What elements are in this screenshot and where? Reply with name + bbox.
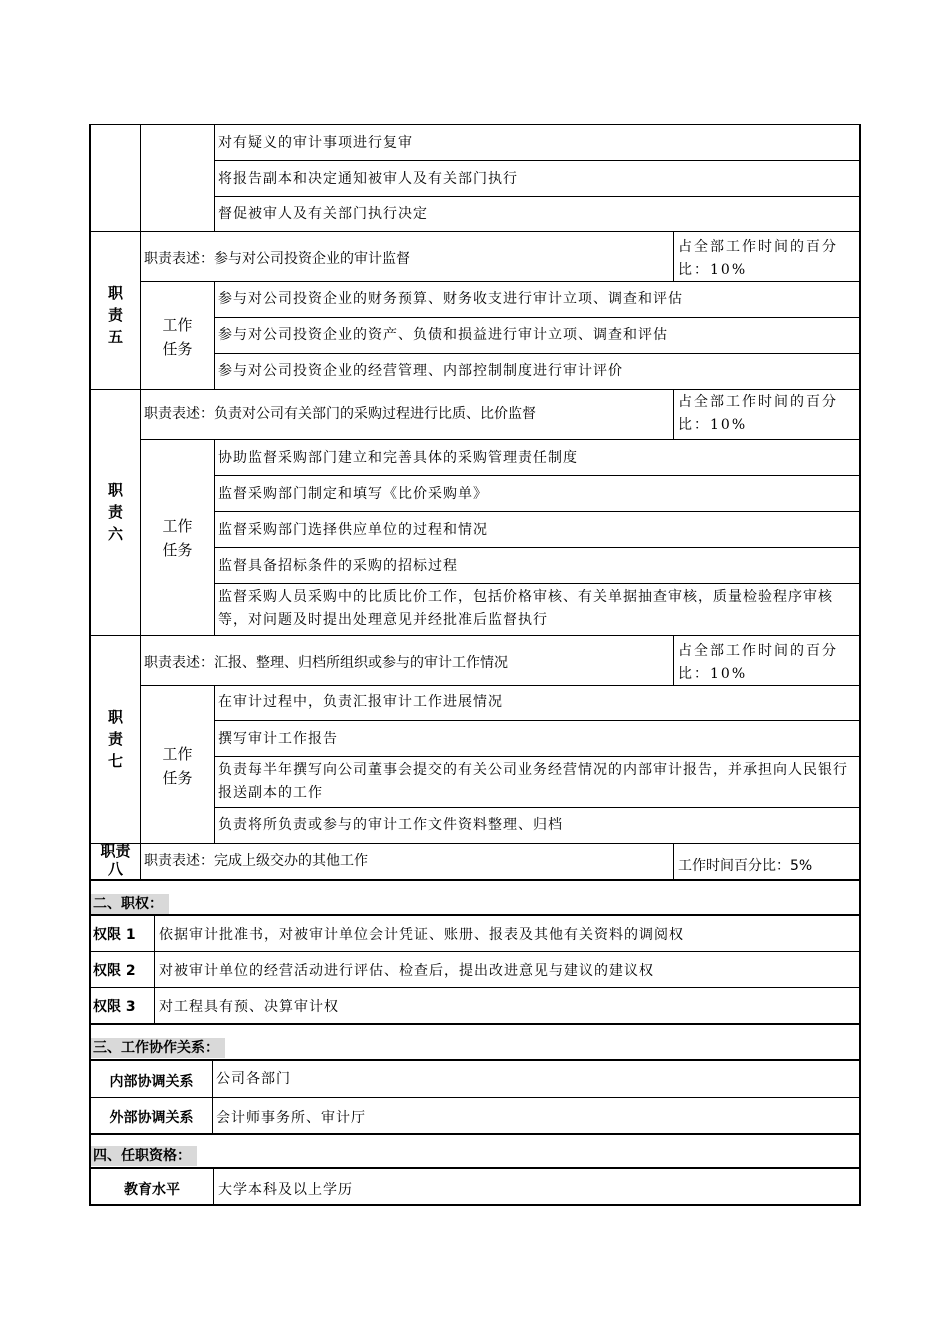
task-group-label: 工作 任务 <box>162 517 193 559</box>
authority-label: 权限 2 <box>93 963 136 979</box>
relation-label: 外部协调关系 <box>109 1110 194 1126</box>
divider <box>89 1167 861 1169</box>
divider <box>89 389 861 390</box>
divider <box>89 1097 861 1098</box>
divider <box>140 389 141 635</box>
duty-description: 职责表述：汇报、整理、归档所组织或参与的审计工作情况 <box>144 655 508 671</box>
duty-time-percent: 占全部工作时间的百分比：10% <box>678 239 838 278</box>
task-text: 督促被审人及有关部门执行决定 <box>218 206 428 222</box>
task-text: 协助监督采购部门建立和完善具体的采购管理责任制度 <box>218 450 578 466</box>
task-text: 监督采购部门制定和填写《比价采购单》 <box>218 486 488 502</box>
authority-text: 对被审计单位的经营活动进行评估、检查后，提出改进意见与建议的建议权 <box>159 963 654 979</box>
divider <box>673 389 674 439</box>
duty-description: 职责表述：完成上级交办的其他工作 <box>144 853 368 869</box>
divider <box>214 317 860 318</box>
divider <box>154 914 155 1024</box>
divider <box>214 439 215 635</box>
authority-text: 依据审计批准书，对被审计单位会计凭证、账册、报表及其他有关资料的调阅权 <box>159 927 684 943</box>
divider <box>214 756 860 757</box>
divider <box>89 951 861 952</box>
qualification-text: 大学本科及以上学历 <box>218 1182 353 1198</box>
duty-description: 职责表述：负责对公司有关部门的采购过程进行比质、比价监督 <box>144 406 536 422</box>
duty-label: 职 责 七 <box>107 708 123 770</box>
relation-label: 内部协调关系 <box>109 1074 194 1090</box>
duty-label: 职责 八 <box>100 842 131 878</box>
divider <box>89 914 861 916</box>
divider <box>214 547 860 548</box>
task-text: 监督采购部门选择供应单位的过程和情况 <box>218 522 488 538</box>
relation-text: 会计师事务所、审计厅 <box>216 1110 366 1126</box>
task-text: 对有疑义的审计事项进行复审 <box>218 135 413 151</box>
task-text: 负责将所负责或参与的审计工作文件资料整理、归档 <box>218 817 563 833</box>
task-group-label: 工作 任务 <box>162 316 193 358</box>
task-text: 撰写审计工作报告 <box>218 731 338 747</box>
divider <box>89 879 861 881</box>
divider <box>89 843 861 844</box>
outer-right-border <box>859 124 861 1205</box>
task-text: 在审计过程中，负责汇报审计工作进展情况 <box>218 694 503 710</box>
divider <box>214 685 215 843</box>
divider <box>89 1133 861 1135</box>
authority-label: 权限 1 <box>93 927 136 943</box>
section-title-authority: 二、职权： <box>91 894 169 914</box>
task-group-label: 工作 任务 <box>162 745 193 787</box>
divider <box>140 635 141 843</box>
divider <box>673 231 674 281</box>
divider <box>140 231 141 389</box>
divider <box>140 843 141 879</box>
divider <box>140 439 860 440</box>
divider <box>214 160 860 161</box>
divider <box>89 231 861 232</box>
divider <box>673 843 674 879</box>
divider <box>214 475 860 476</box>
divider <box>213 1167 214 1205</box>
task-text: 负责每半年撰写向公司董事会提交的有关公司业务经营情况的内部审计报告，并承担向人民银行报送副本的工作 <box>218 762 848 801</box>
authority-text: 对工程具有预、决算审计权 <box>159 999 339 1015</box>
relation-text: 公司各部门 <box>216 1071 291 1087</box>
divider <box>89 635 861 636</box>
duty-label: 职 责 五 <box>107 284 123 346</box>
qualification-label: 教育水平 <box>124 1182 180 1198</box>
divider <box>214 583 860 584</box>
divider <box>673 635 674 685</box>
authority-label: 权限 3 <box>93 999 136 1015</box>
top-border <box>89 124 861 125</box>
divider <box>89 987 861 988</box>
task-text: 参与对公司投资企业的资产、负债和损益进行审计立项、调查和评估 <box>218 327 668 343</box>
divider <box>214 124 215 231</box>
divider <box>140 124 141 231</box>
divider <box>214 720 860 721</box>
divider <box>89 1204 861 1206</box>
divider <box>214 353 860 354</box>
section-title-qualifications: 四、任职资格： <box>91 1146 197 1166</box>
task-text: 监督具备招标条件的采购的招标过程 <box>218 558 458 574</box>
duty-time-percent: 占全部工作时间的百分比：10% <box>678 394 838 433</box>
divider <box>214 807 860 808</box>
duty-time-percent: 占全部工作时间的百分比：10% <box>678 643 838 682</box>
divider <box>214 196 860 197</box>
task-text: 参与对公司投资企业的经营管理、内部控制制度进行审计评价 <box>218 363 623 379</box>
section-title-relations: 三、工作协作关系： <box>91 1038 225 1058</box>
duty-label: 职 责 六 <box>107 481 123 543</box>
task-text: 监督采购人员采购中的比质比价工作，包括价格审核、有关单据抽查审核，质量检验程序审核等，对问题及时提出处理意见并经批准后监督执行 <box>218 589 833 628</box>
duty-time-percent: 工作时间百分比：5% <box>678 858 813 874</box>
divider <box>89 1059 861 1061</box>
duty-description: 职责表述：参与对公司投资企业的审计监督 <box>144 251 410 267</box>
task-text: 参与对公司投资企业的财务预算、财务收支进行审计立项、调查和评估 <box>218 291 683 307</box>
divider <box>214 281 215 389</box>
divider <box>89 1023 861 1025</box>
task-text: 将报告副本和决定通知被审人及有关部门执行 <box>218 171 518 187</box>
divider <box>214 511 860 512</box>
